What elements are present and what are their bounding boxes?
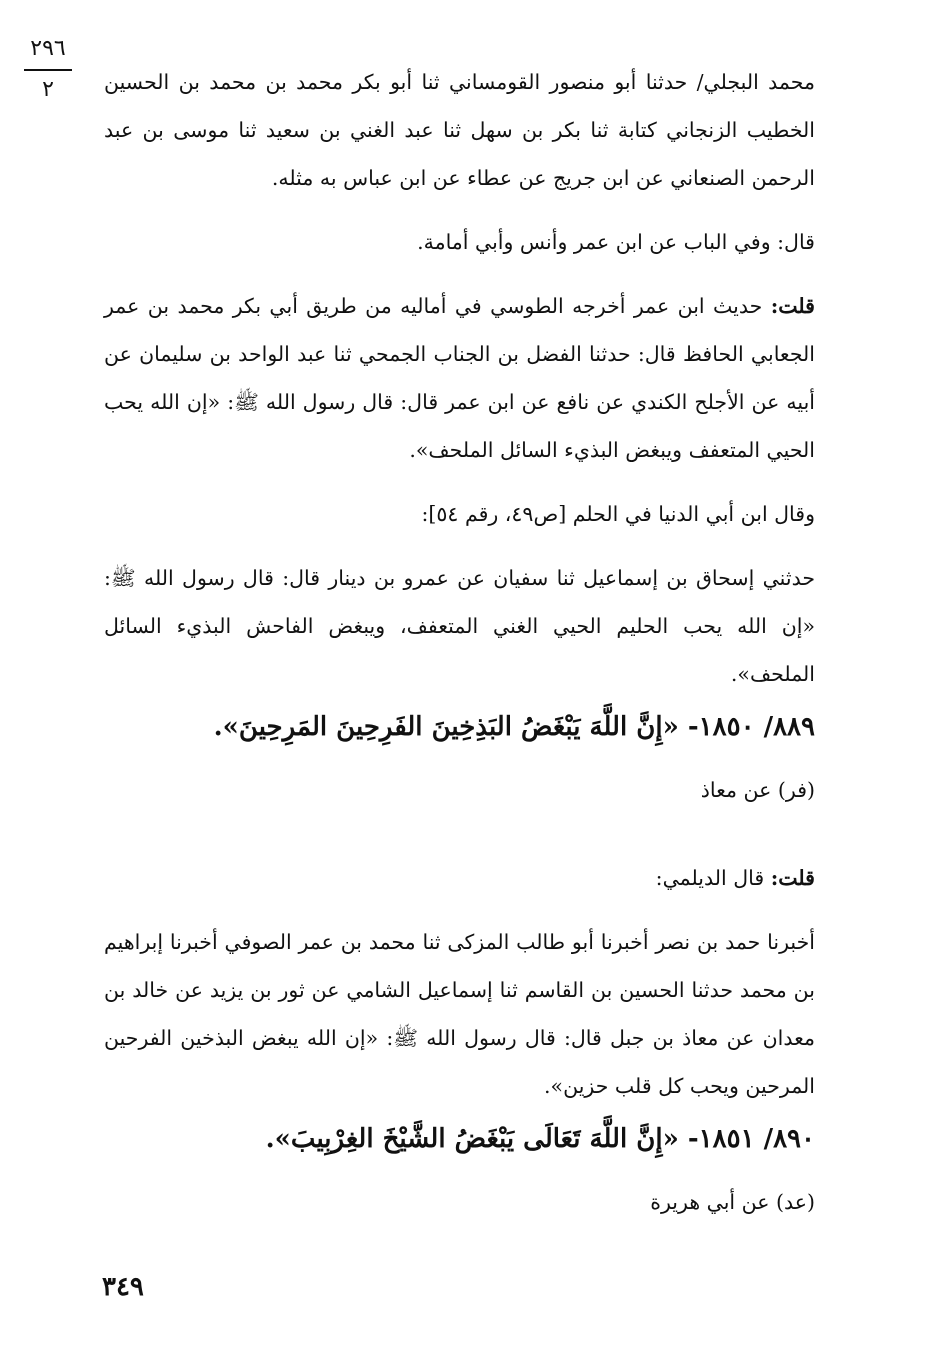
paragraph-qala: قال: وفي الباب عن ابن عمر وأنس وأبي أمامة.: [417, 230, 815, 254]
paragraph-qultu-ibn-umar: [104, 282, 815, 474]
paragraph-text: قال الديلمي:: [655, 866, 765, 890]
paragraph-ibn-abi-dunya: وقال ابن أبي الدنيا في الحلم [ص٤٩، رقم ٥٤]:: [421, 502, 815, 526]
qultu-label: قلت:: [770, 294, 815, 318]
paragraph-isnad: محمد البجلي/ حدثنا أبو منصور القومساني ثنا أبو بكر محمد بن محمد بن الحسين الخطيب الزنجاني كتابة ثنا بكر بن سهل ثنا عبد الغني بن سعيد ثنا موسى بن عبد الرحمن الصنعاني عن ابن جريج عن عطاء عن ابن عباس به مثله.: [104, 70, 815, 190]
hadith-source-889: (فر) عن معاذ: [700, 778, 815, 802]
qultu-label: قلت:: [770, 866, 815, 890]
paragraph-haddathani: حدثني إسحاق بن إسماعيل ثنا سفيان عن عمرو بن دينار قال: قال رسول الله ﷺ: «إن الله يحب الحليم الحيي الغني المتعفف، ويبغض الفاحش البذيء السائل الملحف».: [104, 566, 815, 686]
margin-top-number: ٢٩٦: [30, 36, 66, 61]
main-text: [104, 58, 815, 1266]
margin-page-reference: [20, 38, 76, 101]
margin-bottom-number: ٢: [42, 77, 54, 102]
paragraph-qultu-daylami: [104, 854, 815, 902]
page-number: ٣٤٩: [102, 1272, 144, 1302]
hadith-source-890: (عد) عن أبي هريرة: [650, 1190, 815, 1214]
hadith-889: ٨٨٩/ ١٨٥٠- «إِنَّ اللَّهَ يَبْغَضُ البَذِخِينَ الفَرِحِينَ المَرِحِينَ».: [213, 712, 815, 742]
paragraph-akhbarana: أخبرنا حمد بن نصر أخبرنا أبو طالب المزكى ثنا محمد بن عمر الصوفي أخبرنا إبراهيم بن محمد حدثنا الحسين بن القاسم ثنا إسماعيل الشامي عن ثور بن يزيد عن خالد بن معدان عن معاذ بن جبل قال: قال رسول الله ﷺ: «إن الله يبغض البذخين الفرحين المرحين ويحب كل قلب حزين».: [104, 930, 815, 1098]
paragraph-text: حديث ابن عمر أخرجه الطوسي في أماليه من طريق أبي بكر محمد بن عمر الجعابي الحافظ قال: حدثنا الفضل بن الجناب الجمحي ثنا عبد الواحد بن سليمان عن أبيه عن الأجلح الكندي عن نافع عن ابن عمر قال: قال رسول الله ﷺ: «إن الله يحب الحيي المتعفف ويبغض البذيء السائل الملحف».: [104, 294, 815, 462]
hadith-890: ٨٩٠/ ١٨٥١- «إِنَّ اللَّهَ تَعَالَى يَبْغَضُ الشَّيْخَ الغِرْبِيبَ».: [265, 1124, 815, 1154]
margin-divider: [24, 69, 72, 71]
